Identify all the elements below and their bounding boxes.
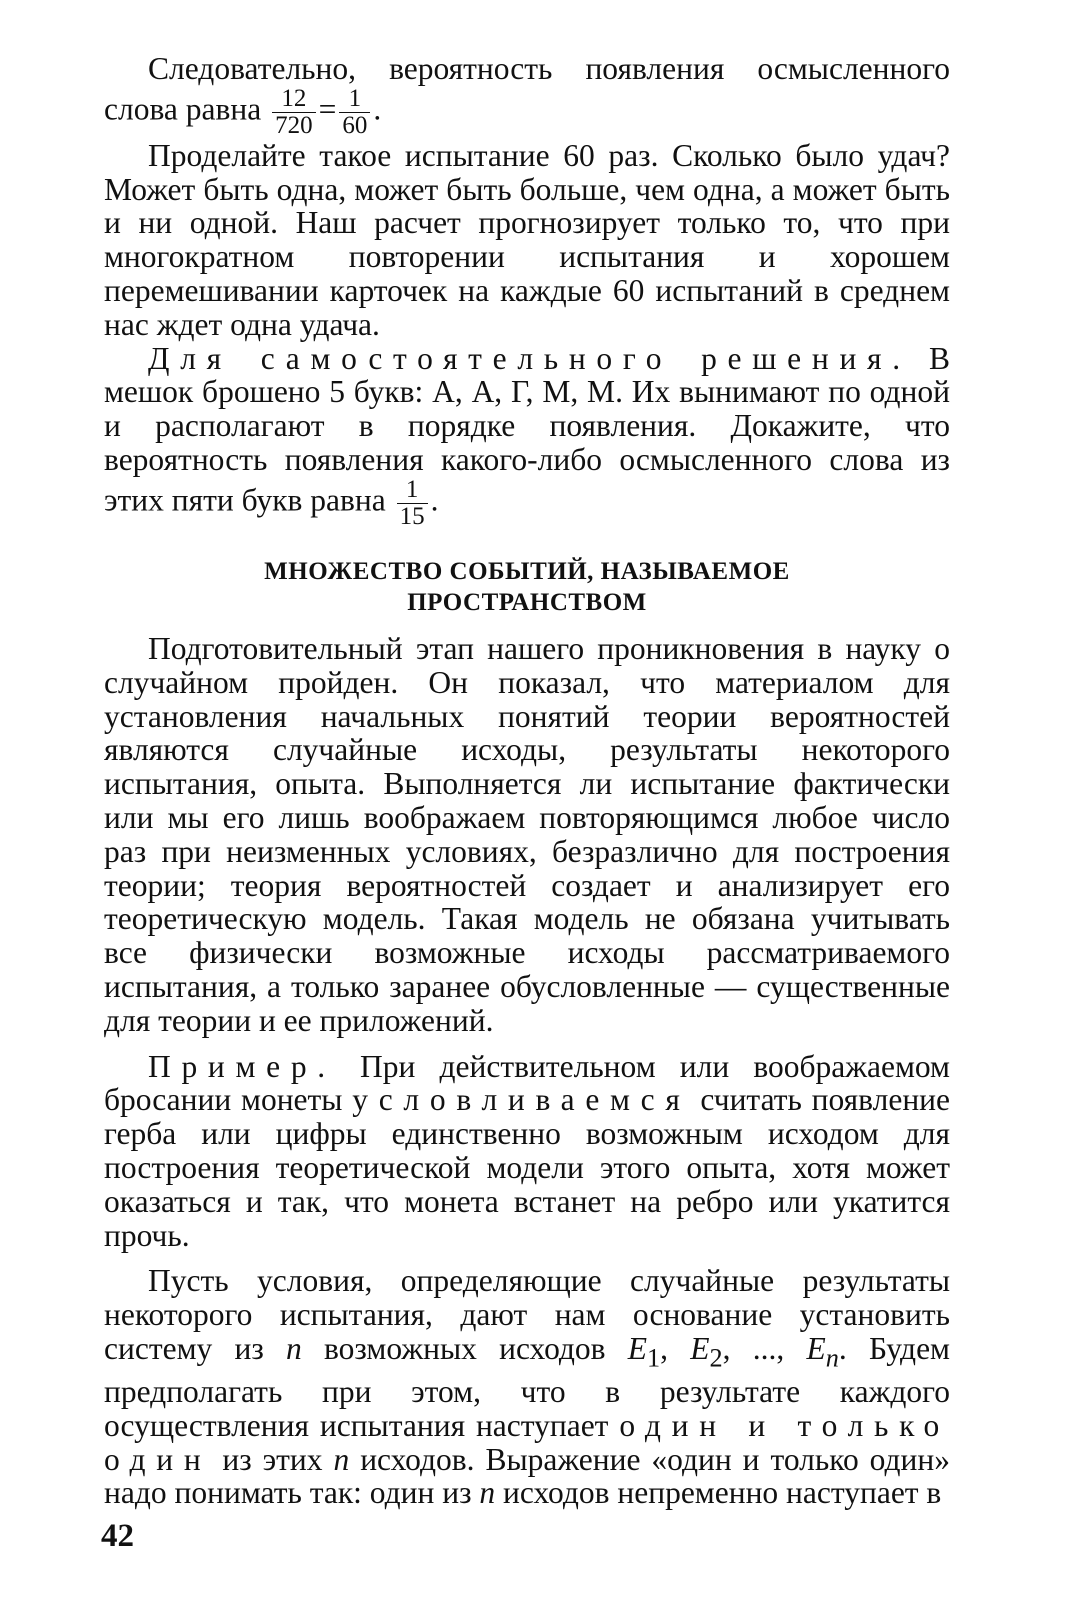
paragraph-text: . Будем предполагать при этом, что в результате каждого осуществления испытания наступает (104, 1330, 950, 1443)
paragraph-text: Следовательно, вероятность появления осмысленного слова равна (104, 51, 950, 127)
page-number: 42 (101, 1518, 134, 1554)
period: . (373, 91, 382, 127)
comma: , (660, 1330, 669, 1366)
ellipsis: , ..., (722, 1330, 785, 1366)
fraction-1-60 (339, 86, 370, 139)
paragraph-text: При действительном или воображаемом бросании монеты (104, 1048, 950, 1118)
fraction-12-720 (272, 86, 316, 139)
paragraph-outcomes (104, 1264, 950, 1510)
fraction-numerator: 1 (339, 86, 370, 113)
paragraph-text: считать появление герба или цифры единственно возможным исходом для построения теоретической модели этого опыта, хотя может оказаться и так, что монета встанет на ребро или укатится прочь. (104, 1082, 951, 1253)
spaced-emphasis: условливаемся (352, 1082, 691, 1118)
fraction-1-15 (397, 477, 428, 530)
period: . (430, 482, 439, 518)
paragraph-text: исходов. Выражение «один и только один» надо понимать так: один из (104, 1441, 950, 1511)
heading-line-1: МНОЖЕСТВО СОБЫТИЙ, НАЗЫВАЕМОЕ (264, 558, 790, 585)
paragraph-example (104, 1050, 950, 1253)
paragraph-experiment: Проделайте такое испытание 60 раз. Сколько было удач? Может быть одна, может быть больше, чем одна, а может быть и ни одной. Наш расчет прогнозирует только то, что при многократном повторении испытания и хорошем перемешивании карточек на каждые 60 испытаний в среднем нас ждет одна удача. (104, 137, 950, 342)
spaced-emphasis: один и только один (104, 1407, 951, 1477)
variable-n: n (333, 1441, 350, 1477)
paragraph-text: из этих (222, 1441, 323, 1477)
paragraph-text: возможных исходов (324, 1330, 606, 1366)
fraction-numerator: 12 (272, 86, 316, 113)
fraction-denominator: 720 (275, 111, 313, 139)
paragraph-probability-result (104, 52, 950, 139)
variable-n: n (286, 1330, 302, 1366)
fraction-numerator: 1 (397, 477, 428, 504)
subscript: 2 (709, 1343, 723, 1373)
variable-e: E (690, 1330, 710, 1366)
fraction-denominator: 60 (342, 111, 368, 139)
variable-n: n (479, 1475, 496, 1511)
paragraph-self-study (104, 342, 950, 530)
paragraph-text: исходов непременно наступает в (503, 1475, 942, 1511)
top-text-block (104, 52, 950, 530)
subscript: 1 (647, 1343, 661, 1373)
section-heading (104, 556, 950, 618)
fraction-denominator: 15 (399, 502, 425, 530)
variable-e: E (627, 1330, 648, 1366)
heading-line-2: ПРОСТРАНСТВОМ (407, 589, 647, 616)
paragraph-text: В мешок брошено 5 букв: А, А, Г, М, М. Их вынимают по одной и располагают в порядке появления. Докажите, что вероятность появления какого-либо осмысленного слова из этих пяти букв равна (104, 340, 950, 518)
spaced-lead: Пример. (148, 1048, 336, 1084)
equals-sign: = (318, 91, 337, 127)
variable-e: E (806, 1330, 826, 1366)
spaced-lead: Для самостоятельного решения. (148, 340, 911, 376)
paragraph-preparatory-stage: Подготовительный этап нашего проникновения в науку о случайном пройден. Он показал, что материалом для установления начальных понятий теории вероятностей являются случайные исходы, результаты некоторого испытания, опыта. Выполняется ли испытание фактически или мы его лишь воображаем повторяющимся любое число раз при неизменных условиях, безразлично для построения теории; теория вероятностей создает и анализирует его теоретическую модель. Такая модель не обязана учитывать все физически возможные исходы рассматриваемого испытания, а только заранее обусловленные — существенные для теории и ее приложений. (104, 631, 950, 1038)
paragraph-text: Пусть условия, определяющие случайные результаты некоторого испытания, дают нам основание установить систему из (104, 1263, 950, 1366)
bottom-text-block (104, 632, 950, 1510)
subscript: n (825, 1343, 839, 1373)
